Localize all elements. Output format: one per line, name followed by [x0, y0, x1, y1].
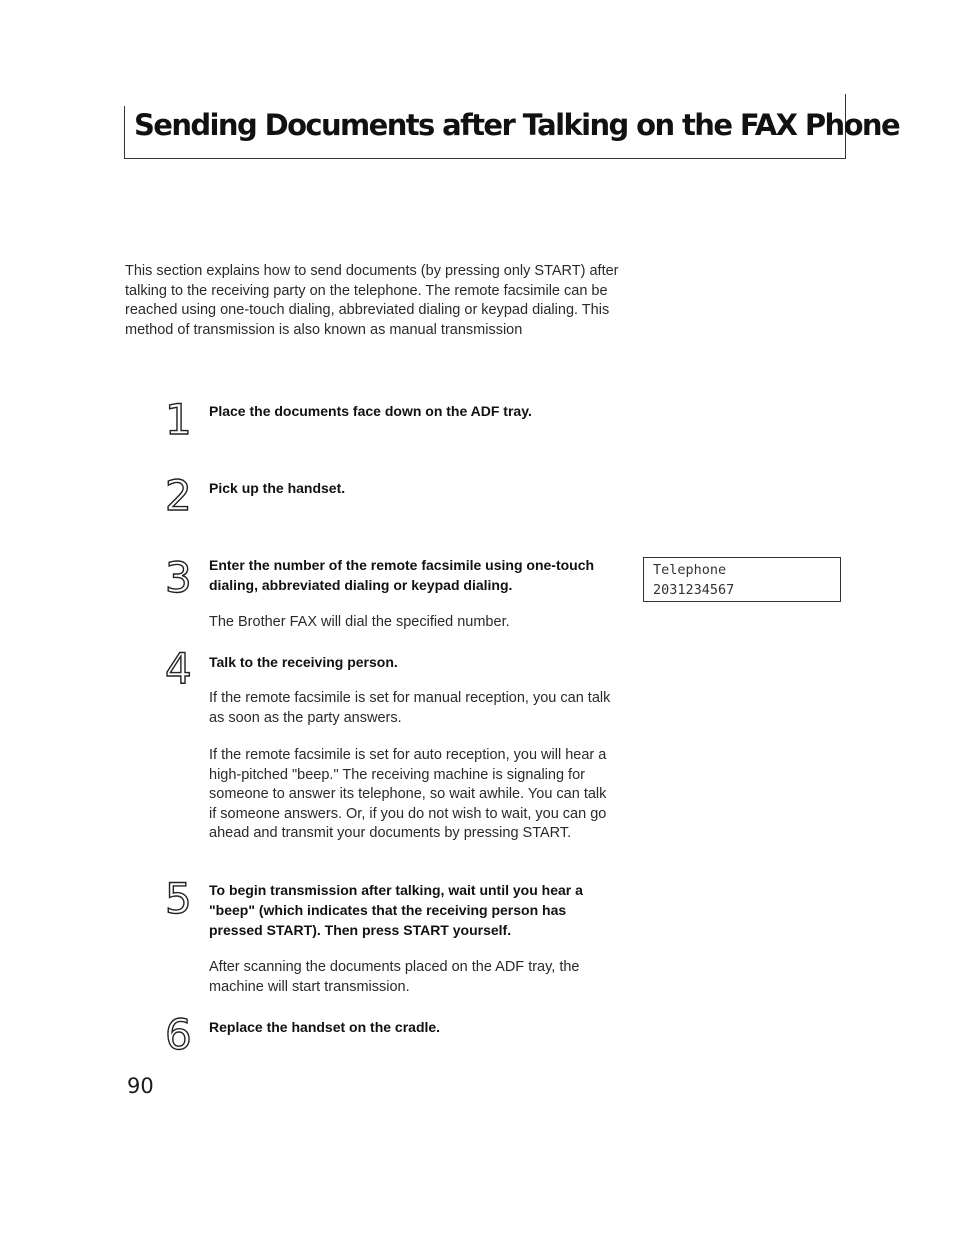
step-5-text: After scanning the documents placed on the ADF tray, the machine will start transmission.	[209, 959, 580, 995]
step-6-number: 6	[165, 1010, 192, 1059]
title-rule-left	[124, 106, 125, 158]
step-4-heading: Talk to the receiving person.	[209, 654, 398, 670]
step-5-number: 5	[165, 874, 192, 923]
lcd-line-1: Telephone	[653, 562, 727, 578]
step-6-heading: Replace the handset on the cradle.	[209, 1019, 441, 1035]
title-frame	[124, 94, 900, 159]
step-4-number: 4	[165, 644, 192, 693]
step-3-text: The Brother FAX will dial the specified number.	[209, 614, 510, 630]
lcd-display	[643, 557, 841, 602]
step-1-heading: Place the documents face down on the ADF tray.	[209, 403, 532, 419]
step-3-number: 3	[165, 553, 192, 602]
step-4-text-2: If the remote facsimile is set for auto reception, you will hear a high-pitched "beep." The receiving machine is signaling for someone to answer its telephone, so wait awhile. You can talk if someone answers. Or, if you do not wish to wait, you can go ahead and transmit your documents by pressing START.	[209, 747, 607, 842]
step-5-heading: To begin transmission after talking, wait until you hear a "beep" (which indicates that the receiving person has pressed START). Then press START yourself.	[209, 882, 583, 938]
step-1-number: 1	[165, 395, 192, 444]
step-2-heading: Pick up the handset.	[209, 480, 346, 496]
page-number: 90	[127, 1074, 154, 1098]
page-title: Sending Documents after Talking on the FAX Phone	[134, 108, 900, 142]
intro-paragraph: This section explains how to send documents (by pressing only START) after talking to the receiving party on the telephone. The remote facsimile can be reached using one-touch dialing, abbreviated dialing or keypad dialing. This method of transmission is also known as manual transmission	[125, 263, 619, 338]
step-3-heading: Enter the number of the remote facsimile using one-touch dialing, abbreviated dialing or keypad dialing.	[209, 557, 595, 593]
lcd-line-2: 2031234567	[653, 582, 735, 598]
step-4-text-1: If the remote facsimile is set for manual reception, you can talk as soon as the party answers.	[209, 690, 611, 726]
step-2-number: 2	[165, 471, 192, 520]
